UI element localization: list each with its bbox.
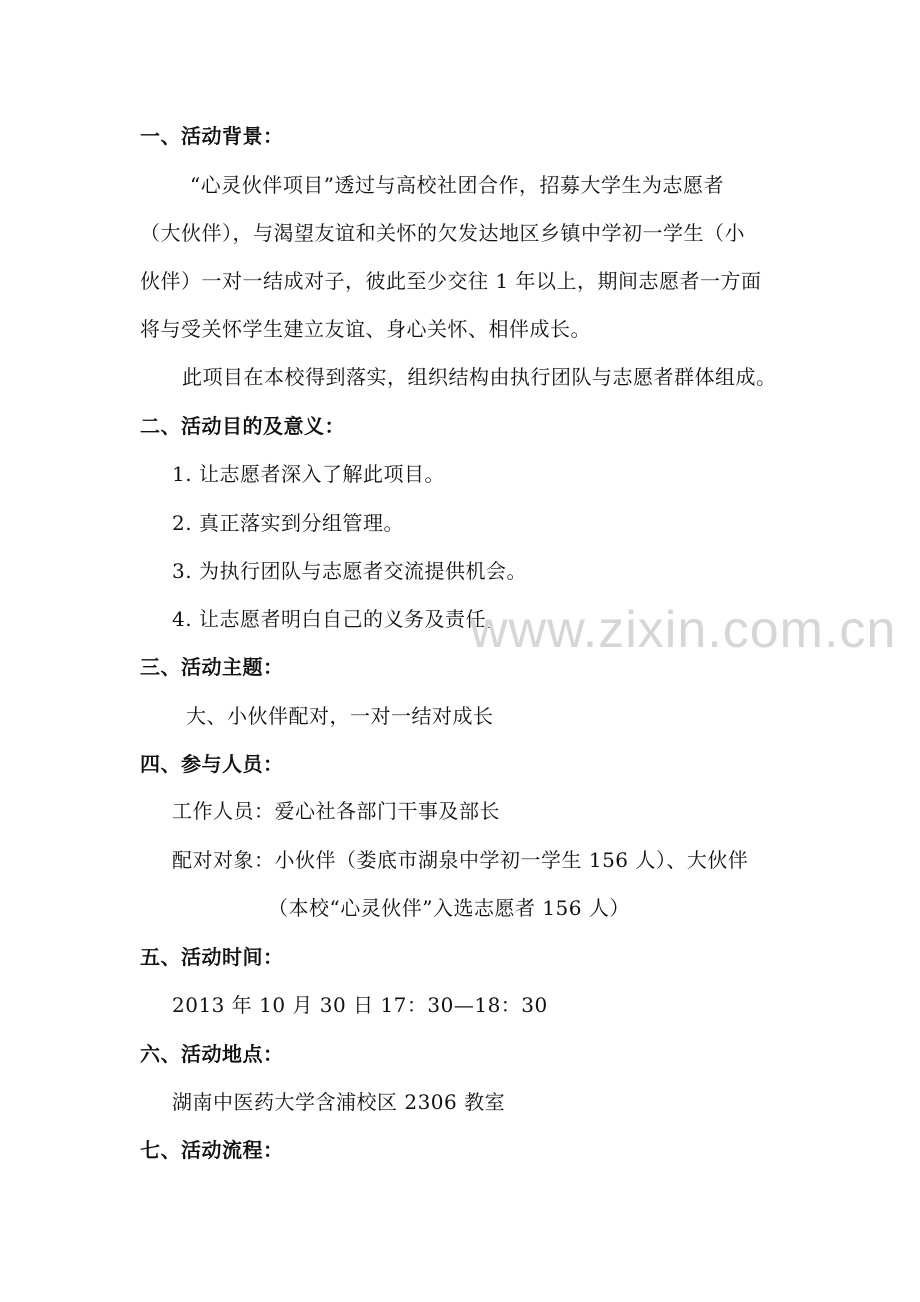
heading-place: 六、活动地点： (140, 1042, 284, 1066)
purpose-item-3: 3. 为执行团队与志愿者交流提供机会。 (172, 559, 527, 583)
background-paragraph-line-2: （大伙伴），与渴望友谊和关怀的欠发达地区乡镇中学初一学生（小 (140, 221, 745, 245)
participants-pairing-continued: （本校“心灵伙伴”入选志愿者 156 人） (268, 896, 630, 920)
heading-time: 五、活动时间： (140, 945, 284, 969)
participants-staff: 工作人员：爱心社各部门干事及部长 (172, 799, 500, 823)
watermark-text: www.zixin.com.cn (470, 601, 897, 659)
participants-pairing: 配对对象：小伙伴（娄底市湖泉中学初一学生 156 人）、大伙伴 (172, 848, 749, 872)
purpose-item-2: 2. 真正落实到分组管理。 (172, 511, 404, 535)
purpose-item-4: 4. 让志愿者明白自己的义务及责任。 (172, 607, 507, 631)
background-paragraph-line-3: 伙伴）一对一结成对子，彼此至少交往 1 年以上，期间志愿者一方面 (140, 269, 762, 293)
heading-theme: 三、活动主题： (140, 655, 284, 679)
heading-process: 七、活动流程： (140, 1138, 284, 1162)
place-text: 湖南中医药大学含浦校区 2306 教室 (172, 1090, 506, 1114)
heading-purpose: 二、活动目的及意义： (140, 414, 345, 438)
background-paragraph-line-1: “心灵伙伴项目”透过与高校社团合作，招募大学生为志愿者 (190, 173, 724, 197)
time-text: 2013 年 10 月 30 日 17：30—18：30 (172, 993, 548, 1017)
background-paragraph-2: 此项目在本校得到落实，组织结构由执行团队与志愿者群体组成。 (182, 365, 777, 389)
background-paragraph-line-4: 将与受关怀学生建立友谊、身心关怀、相伴成长。 (140, 317, 591, 341)
heading-participants: 四、参与人员： (140, 752, 284, 776)
heading-background: 一、活动背景： (140, 124, 284, 148)
purpose-item-1: 1. 让志愿者深入了解此项目。 (172, 462, 445, 486)
theme-text: 大、小伙伴配对，一对一结对成长 (186, 704, 494, 728)
